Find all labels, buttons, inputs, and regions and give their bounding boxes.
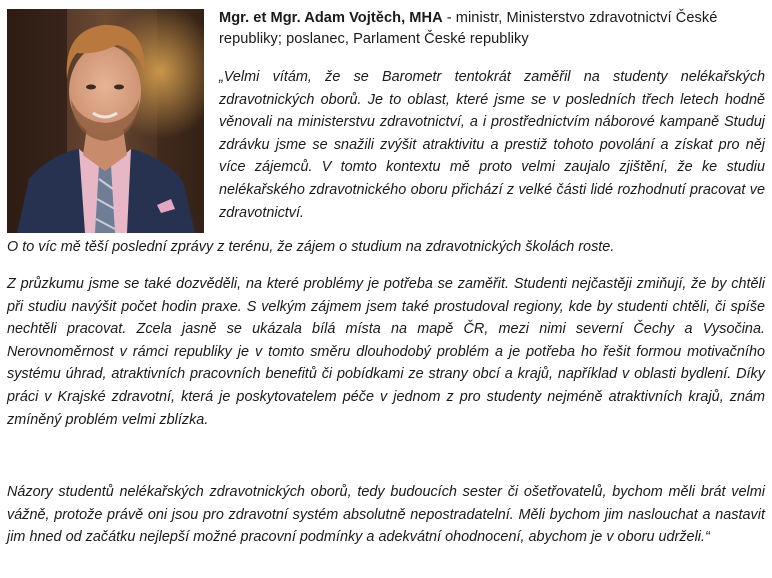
speaker-name: Mgr. et Mgr. Adam Vojtěch, MHA: [219, 10, 443, 26]
quote-paragraph-1-continued: O to víc mě těší poslední zprávy z terénu, že zájem o studium na zdravotnických školách roste.: [7, 239, 615, 255]
quote-paragraph-2: Z průzkumu jsme se také dozvěděli, na které problémy je potřeba se zaměřit. Studenti nejčastěji zmiňují, že by chtěli při studiu navýšit počet hodin praxe. S velkým zájmem jsem také prostudoval regiony, kde by studenti chtěli, či spíše nechtěli pracovat. Zcela jasně se ukázala bílá místa na mapě ČR, mezi nimi severní Čechy a Vysočina. Nerovnoměrnost v rámci republiky je v tomto směru dlouhodobý problém a je potřeba ho řešit formou motivačního systému úhrad, atraktivních pracovních benefitů či pobídkami ze strany obcí a krajů, například v oblasti bydlení. Díky práci v Krajské zdravotní, která je poskytovatelem péče v jednom z pro studenty nejméně atraktivních krajů, znám zmíněný problém velmi zblízka.: [7, 276, 765, 428]
speaker-role: - ministr, Ministerstvo zdravotnictví České republiky; poslanec, Parlament České republiky: [219, 10, 718, 47]
speaker-intro: [219, 8, 765, 49]
portrait-photo: [7, 9, 204, 233]
quote-paragraph-3: Názory studentů nelékařských zdravotnických oborů, tedy budoucích sester či ošetřovatelů, bychom měli brát velmi vážně, protože právě oni jsou pro zdravotní systém absolutně nepostradatelní. Měli bychom jim naslouchat a nastavit jim hned od začátku nejlepší možné pracovní podmínky a adekvátní ohodnocení, abychom je v oboru udrželi.“: [7, 484, 765, 546]
quote-paragraph-1: „Velmi vítám, že se Barometr tentokrát zaměřil na studenty nelékařských zdravotnických oborů. Je to oblast, které jsme se v posledních třech letech hodně věnovali na ministerstvu zdravotnictví, a i prostřednictvím náborové kampaně Studuj zdrávku jsme se snažili zvýšit atraktivitu a prestiž tohoto povolání a získat pro něj více zájemců. V tomto kontextu mě proto velmi zaujalo zjištění, že ke studiu nelékařského zdravotnického oboru přichází z velké části lidé rozhodnutí pracovat ve zdravotnictví.: [219, 69, 765, 221]
